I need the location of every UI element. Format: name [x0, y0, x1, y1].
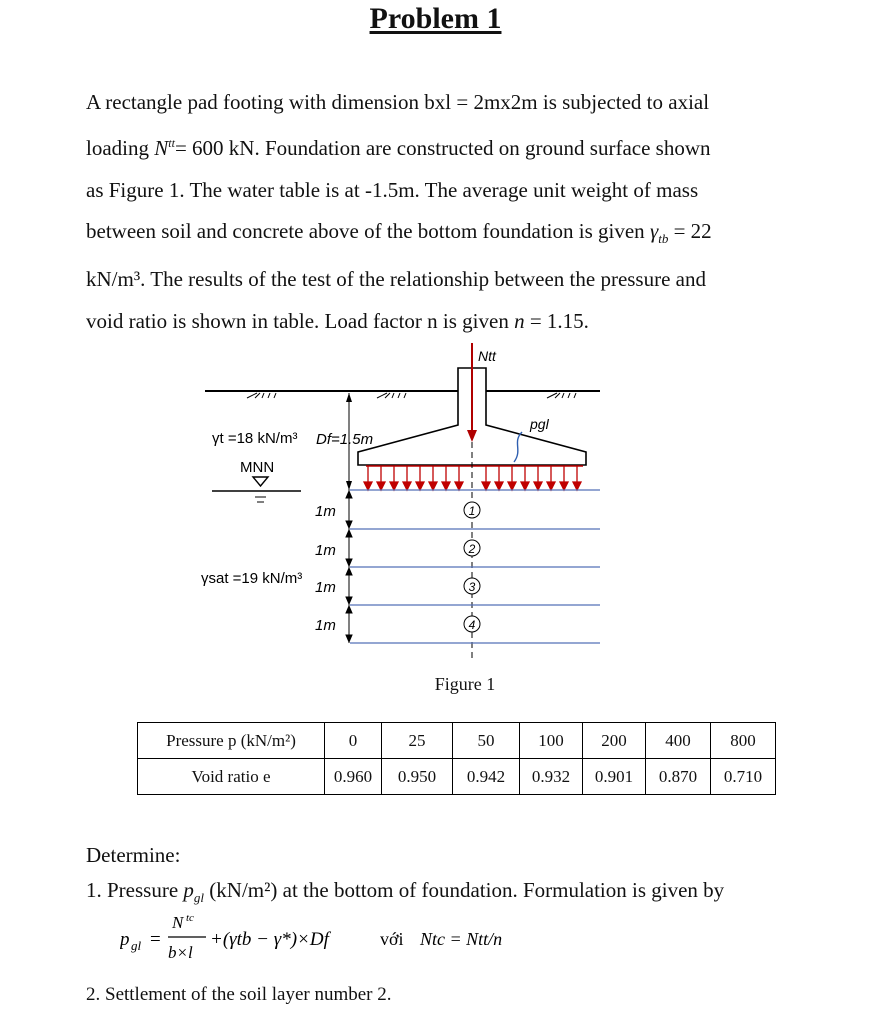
line-6: void ratio is shown in table. Load factor n is given n = 1.15.: [86, 308, 589, 333]
formula-connector: với: [380, 929, 404, 949]
formula-lhs-sub: gl: [131, 938, 142, 953]
void-cell: 0.960: [325, 759, 382, 795]
formula-numerator: N: [172, 913, 184, 932]
df-label: Df=1.5m: [316, 431, 374, 448]
layer-number-3: 3: [468, 580, 476, 594]
pressure-header: Pressure p (kN/m²): [138, 723, 325, 759]
formula-lhs: p: [120, 929, 130, 950]
line-3: as Figure 1. The water table is at -1.5m. The average unit weight of mass: [86, 177, 699, 202]
pressure-void-table: [137, 722, 776, 795]
pressure-cell: 50: [453, 723, 520, 759]
gamma-t-label: γt =18 kN/m³: [212, 430, 298, 447]
void-header: Void ratio e: [138, 759, 325, 795]
void-cell: 0.932: [520, 759, 583, 795]
layer-1-thickness: 1m: [315, 503, 336, 520]
water-table-label: MNN: [240, 459, 275, 476]
void-cell: 0.710: [711, 759, 776, 795]
void-cell: 0.942: [453, 759, 520, 795]
layer-number-2: 2: [468, 542, 476, 556]
gamma-sat-label: γsat =19 kN/m³: [201, 570, 303, 587]
line-4: between soil and concrete above of the bottom foundation is given $\gamma_{tb} = 22$: [86, 218, 712, 247]
formula-definition: Ntc = Ntt/n: [420, 929, 503, 949]
table-row-pressure: [138, 723, 776, 759]
pressure-cell: 800: [711, 723, 776, 759]
formula: [120, 908, 640, 968]
layer-number-1: 1: [468, 504, 476, 518]
line-2: loading $N^{tt}= 600$ kN. Foundation are constructed on ground surface shown: [86, 136, 711, 161]
water-table-icon: [253, 477, 268, 486]
formula-equals: =: [150, 929, 161, 950]
void-cell: 0.901: [583, 759, 646, 795]
figure-1: [0, 330, 871, 670]
void-cell: 0.870: [646, 759, 711, 795]
layer-3-thickness: 1m: [315, 579, 336, 596]
line-1: A rectangle pad footing with dimension bxl = 2mx2m is subjected to axial: [86, 90, 710, 114]
layer-2-thickness: 1m: [315, 542, 336, 559]
table-row-void: [138, 759, 776, 795]
page-title: Problem 1: [369, 2, 502, 35]
layer-number-4: 4: [468, 618, 476, 632]
pressure-cell: 25: [382, 723, 453, 759]
formula-denominator: b×l: [168, 943, 193, 962]
determine-heading: Determine:: [86, 843, 181, 867]
figure-caption: Figure 1: [434, 674, 496, 694]
load-label: Ntt: [478, 348, 496, 364]
pgl-label: pgl: [530, 416, 549, 432]
line-5: kN/m³. The results of the test of the relationship between the pressure and: [86, 267, 706, 292]
question-2: 2. Settlement of the soil layer number 2.: [86, 984, 392, 1005]
formula-numerator-sup: tc: [186, 912, 194, 924]
question-1: 1. Pressure $p_{gl}$ (kN/m²) at the bottom of foundation. Formulation is given by: [86, 878, 725, 906]
pressure-cell: 200: [583, 723, 646, 759]
layer-4-thickness: 1m: [315, 617, 336, 634]
pressure-cell: 0: [325, 723, 382, 759]
void-cell: 0.950: [382, 759, 453, 795]
pressure-cell: 400: [646, 723, 711, 759]
formula-body: +(γtb − γ*)×Df: [210, 929, 329, 950]
soil-hatch-icon: [247, 393, 576, 398]
problem-statement: [86, 82, 804, 342]
pressure-cell: 100: [520, 723, 583, 759]
